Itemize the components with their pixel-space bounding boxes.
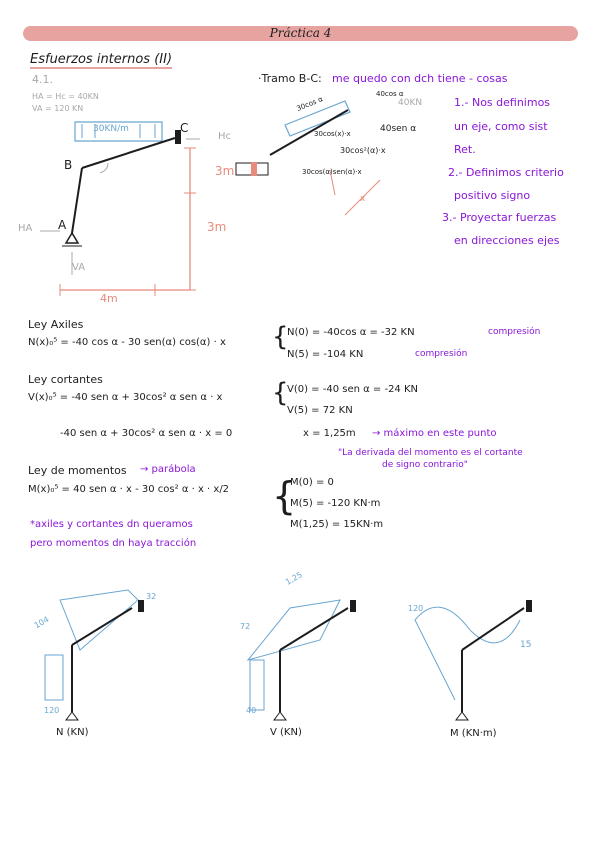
step-2a: 2.- Definimos criterio (448, 166, 564, 179)
cortantes-title: Ley cortantes (28, 373, 103, 386)
momentos-r3: M(1,25) = 15KN·m (290, 519, 384, 530)
label-b: B (64, 158, 73, 172)
given-v: VA = 120 KN (32, 104, 84, 113)
n-diagram (45, 590, 144, 720)
step-3a: 3.- Proyectar fuerzas (442, 211, 557, 224)
step-1b: un eje, como sist (454, 120, 548, 133)
cortantes-note2: de signo contrario" (382, 460, 468, 470)
axiles-r2: N(5) = -104 KN (287, 349, 364, 360)
momentos-r2: M(5) = -120 KN·m (290, 498, 381, 509)
axiles-title: Ley Axiles (28, 318, 84, 331)
page-title: Práctica 4 (269, 26, 332, 40)
step-3b: en direcciones ejes (454, 234, 560, 247)
label-hc: Hc (218, 131, 232, 142)
cortantes-eq: V(x)₀⁵ = -40 sen α + 30cos² α sen α · x (28, 392, 223, 403)
label-a: A (58, 218, 67, 232)
n-label: N (KN) (56, 727, 89, 738)
force-4: 30cos(x)·x (314, 130, 351, 138)
brace-momentos: { (272, 474, 297, 518)
n-v2: 32 (146, 592, 157, 601)
x-label: x (360, 194, 366, 204)
v-v3: 40 (246, 706, 257, 715)
momentos-title: Ley de momentos (28, 464, 127, 477)
m-v2: 15 (520, 640, 532, 650)
force-2: 40KN (398, 98, 423, 108)
m-diagram (415, 600, 532, 720)
dim-h1: 3m (215, 164, 235, 178)
step-2b: positivo signo (454, 189, 531, 202)
m-label: M (KN·m) (450, 728, 497, 739)
n-v1: 104 (32, 614, 51, 631)
m-v1: 120 (408, 604, 424, 613)
step-1a: 1.- Nos definimos (454, 96, 551, 109)
force-6: 30cos(α)sen(α)·x (302, 168, 362, 176)
dim-h2: 3m (207, 220, 227, 234)
dim-w: 4m (100, 292, 118, 305)
axiles-c1: compresión (488, 327, 541, 337)
cortantes-max: → máximo en este punto (372, 428, 497, 439)
brace-cortantes: { (272, 378, 289, 408)
load-label: 30KN/m (93, 124, 129, 134)
label-va: VA (72, 262, 86, 273)
step-1c: Ret. (454, 143, 476, 156)
v-v2: 72 (240, 622, 251, 631)
problem-number: 4.1. (32, 73, 53, 86)
force-3: 40sen α (380, 124, 417, 134)
axiles-eq: N(x)₀⁵ = -40 cos α - 30 sen(α) cos(α) · x (28, 337, 226, 348)
v-diagram (248, 600, 356, 720)
load-small: 30cos α (295, 95, 325, 113)
force-5: 30cos²(α)·x (340, 146, 386, 155)
n-v3: 120 (44, 706, 60, 715)
section-title: Esfuerzos internos (II) (30, 52, 173, 67)
momentos-tag: → parábola (140, 464, 196, 475)
momentos-eq: M(x)₀⁵ = 40 sen α · x - 30 cos² α · x · x/2 (28, 484, 230, 495)
cortantes-note1: "La derivada del momento es el cortante (338, 448, 523, 458)
v-label: V (KN) (270, 727, 302, 738)
momentos-note1: *axiles y cortantes dn queramos (30, 519, 193, 530)
label-c: C (180, 121, 189, 135)
momentos-note2: pero momentos dn haya tracción (30, 538, 197, 549)
force-1: 40cos α (376, 90, 404, 98)
given-h: HA = Hc = 40KN (32, 92, 99, 101)
axiles-c2: compresión (415, 349, 468, 359)
axiles-r1: N(0) = -40cos α = -32 KN (287, 327, 415, 338)
v-v1: 1,25 (283, 570, 304, 587)
cortantes-eq2: -40 sen α + 30cos² α sen α · x = 0 (60, 428, 233, 439)
tramo-title: ·Tramo B-C: (258, 72, 322, 85)
label-ha: HA (18, 223, 33, 234)
tramo-note: me quedo con dch tiene - cosas (332, 72, 508, 85)
cortantes-r1: V(0) = -40 sen α = -24 KN (287, 384, 419, 395)
momentos-r1: M(0) = 0 (290, 477, 334, 488)
cortantes-r2: V(5) = 72 KN (287, 405, 353, 416)
cortantes-sol: x = 1,25m (303, 428, 356, 439)
brace-axiles: { (272, 322, 289, 352)
